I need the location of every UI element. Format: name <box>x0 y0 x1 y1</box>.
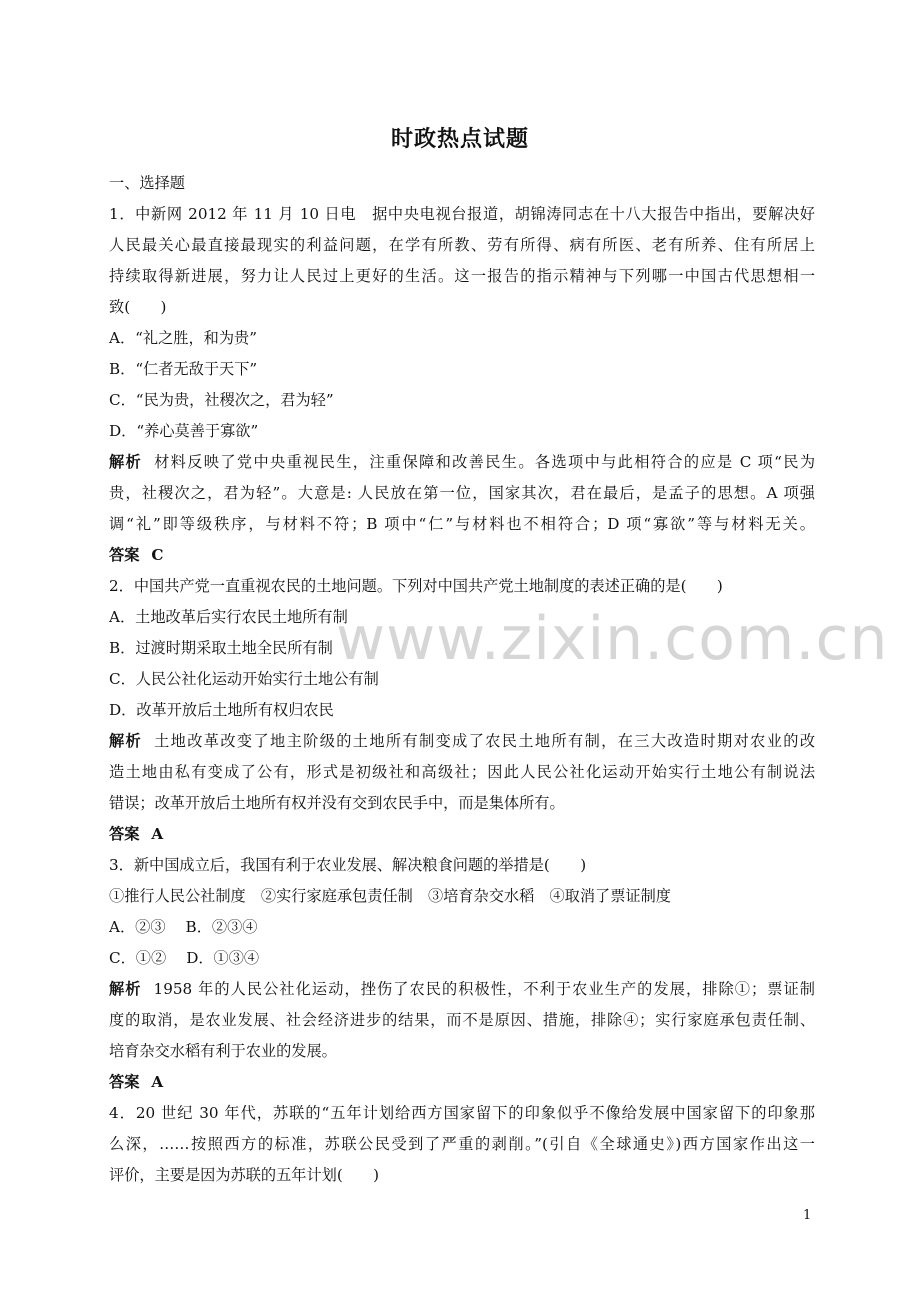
q4-stem-line: 么深，……按照西方的标准，苏联公民受到了严重的剥削。”(引自《全球通史》)西方国家作出这一 <box>109 1135 815 1153</box>
answer-label: 答案 <box>109 1073 140 1091</box>
answer-value: A <box>151 1073 164 1091</box>
document-body <box>109 168 815 1191</box>
q3-analysis-line <box>109 974 815 1005</box>
section-heading: 一、选择题 <box>109 174 185 192</box>
q1-stem-line: 人民最关心最直接最现实的利益问题，在学有所教、劳有所得、病有所医、老有所养、住有所居上 <box>109 236 815 254</box>
q2-option-d: D．改革开放后土地所有权归农民 <box>109 701 334 719</box>
analysis-label: 解析 <box>109 980 142 998</box>
q2-option-b: B．过渡时期采取土地全民所有制 <box>109 639 333 657</box>
q3-items: ①推行人民公社制度 ②实行家庭承包责任制 ③培育杂交水稻 ④取消了票证制度 <box>109 887 671 905</box>
q4-stem-line: 评价，主要是因为苏联的五年计划( ) <box>109 1166 380 1184</box>
answer-label: 答案 <box>109 825 140 843</box>
q3-options-row: A．②③ B．②③④ <box>109 918 258 936</box>
q1-answer <box>109 540 815 571</box>
page-title: 时政热点试题 <box>390 126 529 152</box>
q1-stem-line: 持续取得新进展，努力让人民过上更好的生活。这一报告的指示精神与下列哪一中国古代思想相一 <box>109 267 815 285</box>
q3-options-row: C．①② D．①③④ <box>109 949 260 967</box>
answer-label: 答案 <box>109 546 140 564</box>
analysis-text: 材料反映了党中央重视民生，注重保障和改善民生。各选项中与此相符合的应是 C 项“民为 <box>154 453 815 471</box>
q2-analysis-line: 造土地由私有变成了公有，形式是初级社和高级社；因此人民公社化运动开始实行土地公有制说法 <box>109 763 815 781</box>
q3-stem: 3．新中国成立后，我国有利于农业发展、解决粮食问题的举措是( ) <box>109 856 587 874</box>
q1-stem-line: 致( ) <box>109 298 167 316</box>
q1-stem-line: 1．中新网 2012 年 11 月 10 日电 据中央电视台报道，胡锦涛同志在十八大报告中指出，要解决好 <box>109 205 815 223</box>
answer-value: A <box>151 825 164 843</box>
q1-option-b: B．“仁者无敌于天下” <box>109 360 258 378</box>
q2-analysis-line: 错误；改革开放后土地所有权并没有交到农民手中，而是集体所有。 <box>109 794 565 812</box>
q2-analysis-line <box>109 726 815 757</box>
q2-answer <box>109 819 815 850</box>
q4-stem-line: 4．20 世纪 30 年代，苏联的“五年计划给西方国家留下的印象似乎不像给发展中国家留下的印象那 <box>109 1104 815 1122</box>
q2-option-c: C．人民公社化运动开始实行土地公有制 <box>109 670 379 688</box>
q3-answer <box>109 1067 815 1098</box>
answer-value: C <box>151 546 164 564</box>
analysis-text: 土地改革改变了地主阶级的土地所有制变成了农民土地所有制，在三大改造时期对农业的改 <box>154 732 815 750</box>
q1-analysis-line: 调“礼”即等级秩序，与材料不符；B 项中“仁”与材料也不相符合；D 项“寡欲”等与材料无关。 <box>109 515 815 533</box>
analysis-text: 1958 年的人民公社化运动，挫伤了农民的积极性，不利于农业生产的发展，排除①；票证制 <box>153 980 815 998</box>
watermark: www.zixin.com.cn <box>336 604 889 674</box>
analysis-label: 解析 <box>109 732 143 750</box>
q1-option-a: A．“礼之胜，和为贵” <box>109 329 257 347</box>
q3-analysis-line: 度的取消，是农业发展、社会经济进步的结果，而不是原因、措施，排除④；实行家庭承包责任制、 <box>109 1011 815 1029</box>
q2-option-a: A．土地改革后实行农民土地所有制 <box>109 608 348 626</box>
page-number: 1 <box>803 1208 812 1223</box>
q1-option-d: D．“养心莫善于寡欲” <box>109 422 259 440</box>
q1-option-c: C．“民为贵，社稷次之，君为轻” <box>109 391 334 409</box>
q1-analysis-line <box>109 447 815 478</box>
q2-stem: 2．中国共产党一直重视农民的土地问题。下列对中国共产党土地制度的表述正确的是( ) <box>109 577 723 595</box>
q1-analysis-line: 贵，社稷次之，君为轻”。大意是: 人民放在第一位，国家其次，君在最后，是孟子的思想。A 项强 <box>109 484 815 502</box>
q3-analysis-line: 培育杂交水稻有利于农业的发展。 <box>109 1042 337 1060</box>
analysis-label: 解析 <box>109 453 143 471</box>
